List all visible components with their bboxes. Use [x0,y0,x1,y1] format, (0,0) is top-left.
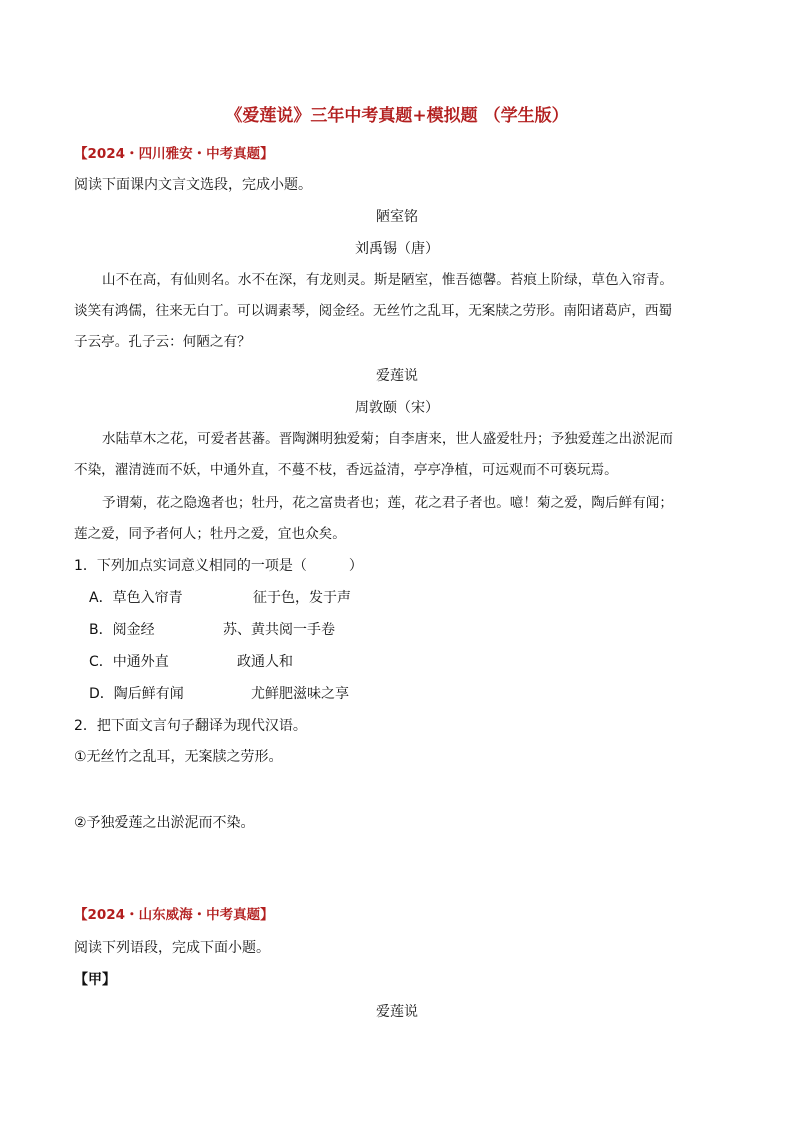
passage2-line: 水陆草木之花，可爱者甚蕃。晋陶渊明独爱菊；自李唐来，世人盛爱牡丹；予独爱莲之出淤泥而 [102,431,673,447]
passage2-line: 莲之爱，同予者何人；牡丹之爱，宜也众矣。 [74,526,346,542]
passage2-title: 爱莲说 [376,368,418,384]
passage1-author: 刘禹锡（唐） [355,241,439,257]
passage1-title: 陋室铭 [376,209,418,225]
q1-option-a-label: A．草色入帘青 [89,590,183,606]
q1-option-c-label: C．中通外直 [89,654,169,670]
source-tag-2: 【2024・山东威海・中考真题】 [74,907,274,923]
instruction-1: 阅读下面课内文言文选段，完成小题。 [74,177,312,193]
q1-option-d-label: D．陶后鲜有闻 [89,686,184,702]
question-2-stem: 2．把下面文言句子翻译为现代汉语。 [74,718,307,734]
source-tag-1: 【2024・四川雅安・中考真题】 [74,146,274,162]
instruction-2: 阅读下列语段，完成下面小题。 [74,940,270,956]
question-1-stem: 1．下列加点实词意义相同的一项是（ ） [74,558,363,574]
q1-option-d-pair: 尤鲜肥滋味之享 [251,686,349,702]
part-label: 【甲】 [74,972,116,988]
page-title: 《爱莲说》三年中考真题+模拟题 （学生版） [225,106,569,126]
passage1-line: 山不在高，有仙则名。水不在深，有龙则灵。斯是陋室，惟吾德馨。苔痕上阶绿，草色入帘青。 [102,272,673,288]
q1-option-a-pair: 征于色，发于声 [253,590,351,606]
section2-passage-title: 爱莲说 [376,1004,418,1020]
passage2-author: 周敦颐（宋） [355,400,439,416]
passage1-line: 子云亭。孔子云：何陋之有？ [74,334,251,350]
q1-option-c-pair: 政通人和 [237,654,293,670]
passage2-line: 予谓菊，花之隐逸者也；牡丹，花之富贵者也；莲，花之君子者也。噫！菊之爱，陶后鲜有闻； [102,495,673,511]
passage2-line: 不染，濯清涟而不妖，中通外直，不蔓不枝，香远益清，亭亭净植，可远观而不可亵玩焉。 [74,462,618,478]
q1-option-b-label: B．阅金经 [89,622,155,638]
q1-option-b-pair: 苏、黄共阅一手卷 [223,622,335,638]
passage1-line: 谈笑有鸿儒，往来无白丁。可以调素琴，阅金经。无丝竹之乱耳，无案牍之劳形。南阳诸葛庐，西蜀 [74,303,673,319]
q2-item: ①无丝竹之乱耳，无案牍之劳形。 [74,749,283,765]
q2-item: ②予独爱莲之出淤泥而不染。 [74,815,255,831]
